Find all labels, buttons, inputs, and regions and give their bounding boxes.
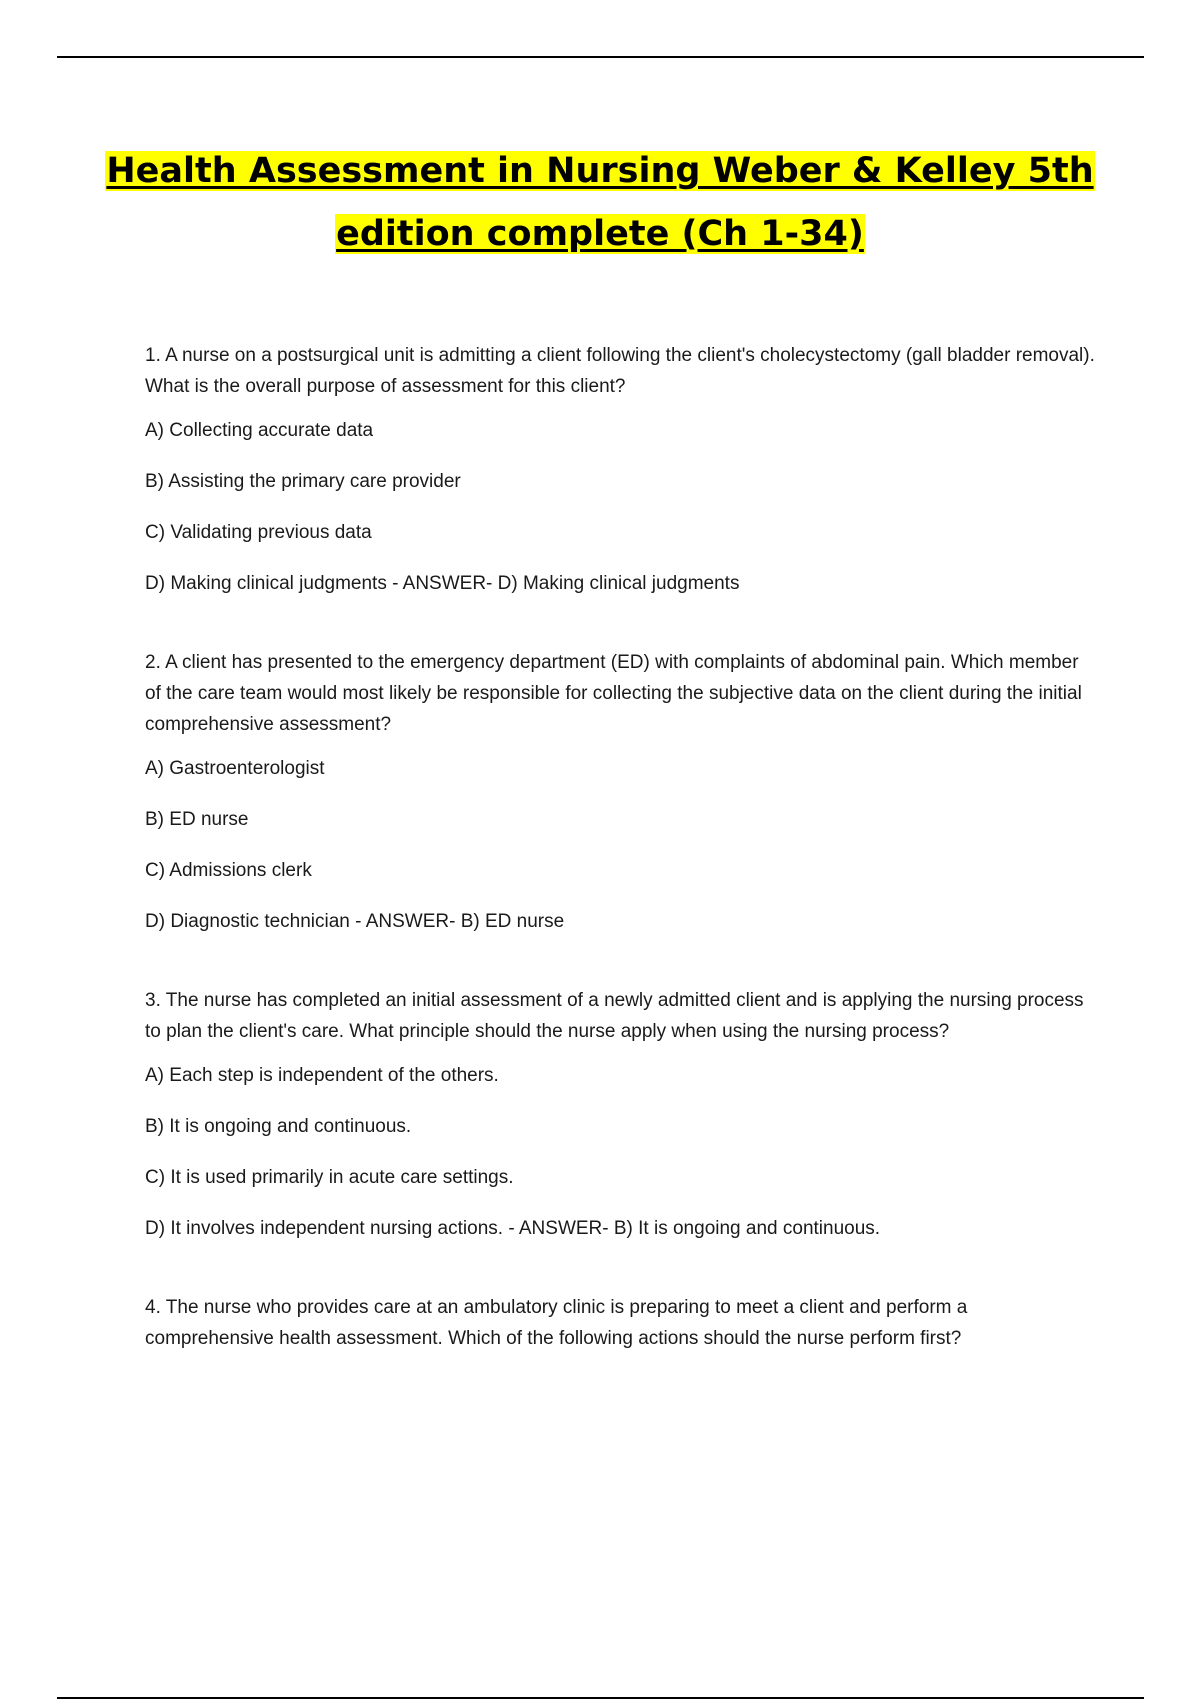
option-c: C) Admissions clerk: [145, 860, 312, 881]
option-a: A) Gastroenterologist: [145, 758, 325, 779]
option-c: C) Validating previous data: [145, 522, 372, 543]
option-d-answer: D) Diagnostic technician - ANSWER- B) ED nurse: [145, 911, 565, 932]
option-d-answer: D) Making clinical judgments - ANSWER- D) Making clinical judgments: [145, 573, 740, 594]
question-2: [145, 647, 1095, 934]
option-a: A) Each step is independent of the others.: [145, 1065, 499, 1086]
page-title: [100, 140, 1100, 266]
question-3: [145, 985, 1095, 1241]
option-d-answer: D) It involves independent nursing actions. - ANSWER- B) It is ongoing and continuous.: [145, 1218, 881, 1239]
title-line-2: edition complete (Ch 1-34): [336, 214, 864, 254]
title-line-1: Health Assessment in Nursing Weber & Kelley 5th: [106, 151, 1094, 191]
question-4: [145, 1292, 1095, 1354]
question-stem: 3. The nurse has completed an initial assessment of a newly admitted client and is applying the nursing process to plan the client's care. What principle should the nurse apply when using the nursing process?: [145, 990, 1084, 1042]
question-stem: 1. A nurse on a postsurgical unit is admitting a client following the client's cholecystectomy (gall bladder removal). What is the overall purpose of assessment for this client?: [145, 345, 1095, 397]
question-stem: 2. A client has presented to the emergency department (ED) with complaints of abdominal pain. Which member of the care team would most likely be responsible for collecting the subjective data on the client during the initial comprehensive assessment?: [145, 652, 1082, 735]
bottom-rule: [57, 1697, 1144, 1699]
option-b: B) Assisting the primary care provider: [145, 471, 461, 492]
option-c: C) It is used primarily in acute care settings.: [145, 1167, 514, 1188]
option-a: A) Collecting accurate data: [145, 420, 374, 441]
option-b: B) ED nurse: [145, 809, 249, 830]
question-list: [145, 340, 1095, 1405]
option-b: B) It is ongoing and continuous.: [145, 1116, 412, 1137]
question-1: [145, 340, 1095, 596]
top-rule: [57, 56, 1144, 58]
question-stem: 4. The nurse who provides care at an ambulatory clinic is preparing to meet a client and perform a comprehensive health assessment. Which of the following actions should the nurse perform first?: [145, 1297, 968, 1349]
